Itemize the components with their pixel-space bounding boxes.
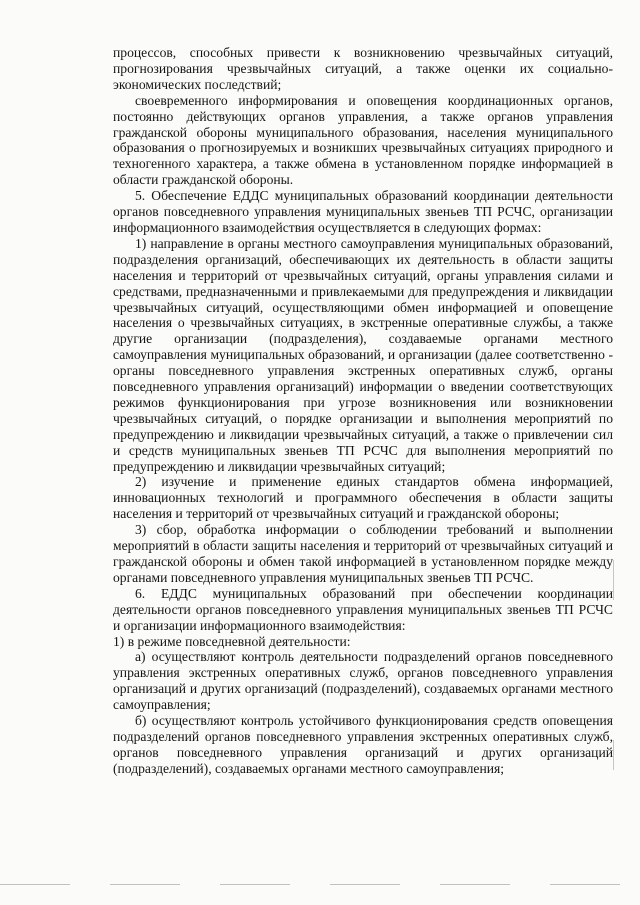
paragraph-timely-informing: своевременного информирования и оповещения координационных органов, постоянно действующих органов управления, а также органов управления гражданской обороны муниципального образования, населения муниципального образования о прогнозируемых и возникших чрезвычайных ситуациях природного и техногенного характера, а также обмена в установленном порядке информацией в области гражданской обороны. xyxy=(113,92,613,188)
paragraph-item-6-1-b: б) осуществляют контроль устойчивого функционирования средств оповещения подразделений органов повседневного управления экстренных оперативных служб, органов повседневного управления организаций и других организаций (подразделений), создаваемых органами местного самоуправления; xyxy=(113,713,613,776)
document-body xyxy=(113,45,613,777)
scan-edge-mark xyxy=(613,740,614,770)
paragraph-continuation: процессов, способных привести к возникновению чрезвычайных ситуаций, прогнозирования чрезвычайных ситуаций, а также оценки их социально-экономических последствий; xyxy=(113,45,613,92)
scan-edge-mark xyxy=(613,560,614,600)
paragraph-item-5-1: 1) направление в органы местного самоуправления муниципальных образований, подразделения организаций, обеспечивающих их деятельность в области защиты населения и территорий от чрезвычайных ситуаций, органы управления силами и средствами, предназначенными и привлекаемыми для предупреждения и ликвидации чрезвычайных ситуаций, осуществляющими обмен информацией и оповещение населения о чрезвычайных ситуациях, в экстренные оперативные службы, а также другие организации (подразделения), создаваемые органами местного самоуправления муниципальных образований, и организации (далее соответственно - органы повседневного управления экстренных оперативных служб, органы повседневного управления организаций) информации о введении соответствующих режимов функционирования при угрозе возникновения или возникновении чрезвычайных ситуаций, о порядке организации и выполнения мероприятий по предупреждению и ликвидации чрезвычайных ситуаций, а также о привлечении сил и средств муниципальных звеньев ТП РСЧС для выполнения мероприятий по предупреждению и ликвидации чрезвычайных ситуаций; xyxy=(113,235,613,474)
paragraph-item-6-1: 1) в режиме повседневной деятельности: xyxy=(113,633,351,649)
paragraph-item-6: 6. ЕДДС муниципальных образований при обеспечении координации деятельности органов повседневного управления муниципальных звеньев ТП РСЧС и организации информационного взаимодействия: xyxy=(113,585,613,633)
paragraph-item-5-2: 2) изучение и применение единых стандартов обмена информацией, инновационных технологий и программного обеспечения в области защиты населения и территорий от чрезвычайных ситуаций и гражданской обороны; xyxy=(113,474,613,522)
scan-bottom-edge xyxy=(0,884,640,885)
paragraph-item-6-1-a: а) осуществляют контроль деятельности подразделений органов повседневного управления экстренных оперативных служб, органов повседневного управления организаций и других организаций (подразделений), создаваемых органами местного самоуправления; xyxy=(113,649,613,713)
paragraph-item-5: 5. Обеспечение ЕДДС муниципальных образований координации деятельности органов повседневного управления муниципальных звеньев ТП РСЧС, организации информационного взаимодействия осуществляется в следующих формах: xyxy=(113,188,613,235)
paragraph-item-5-3: 3) сбор, обработка информации о соблюдении требований и выполнении мероприятий в области защиты населения и территорий от чрезвычайных ситуаций и гражданской обороны и обмен такой информацией в установленном порядке между органами повседневного управления муниципальных звеньев ТП РСЧС. xyxy=(113,522,613,585)
